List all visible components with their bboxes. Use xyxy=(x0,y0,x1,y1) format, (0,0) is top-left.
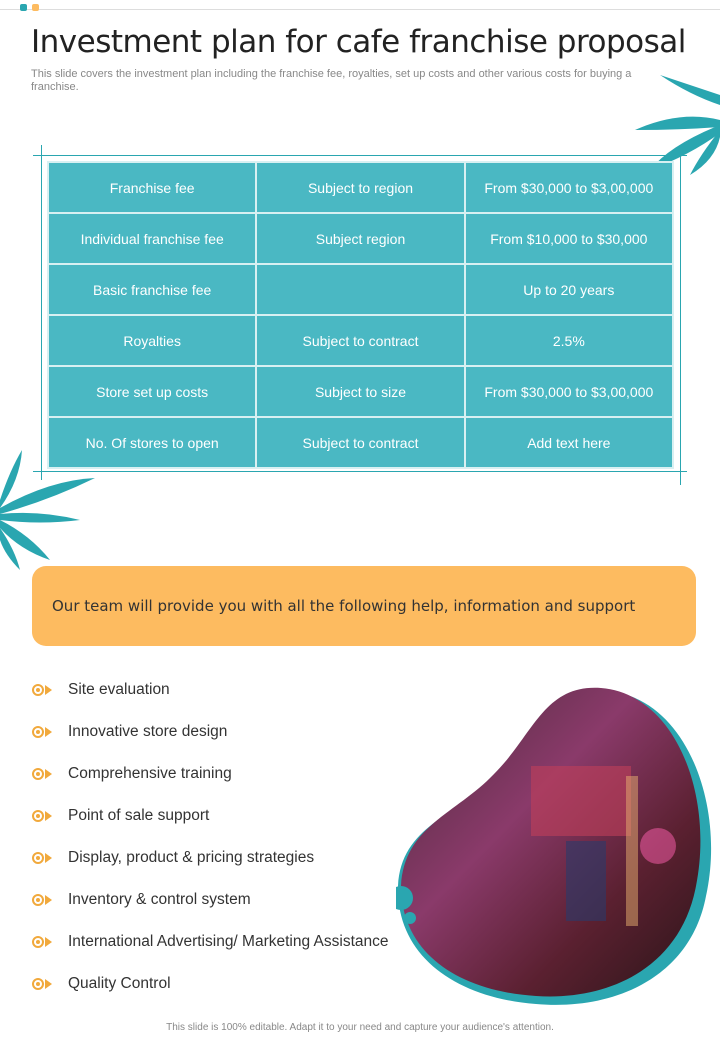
bullet-arrow-icon xyxy=(32,809,58,823)
service-item xyxy=(32,890,251,910)
service-label: Inventory & control system xyxy=(68,891,251,908)
table-row xyxy=(48,213,673,264)
table-cell xyxy=(256,264,464,315)
table-cell: Royalties xyxy=(48,315,256,366)
table-row xyxy=(48,417,673,468)
service-label: Site evaluation xyxy=(68,681,170,698)
service-item xyxy=(32,932,389,952)
service-label: Quality Control xyxy=(68,975,171,992)
bullet-arrow-icon xyxy=(32,725,58,739)
service-item xyxy=(32,680,170,700)
table-cell: Subject region xyxy=(256,213,464,264)
table-cell: Subject to contract xyxy=(256,417,464,468)
table-cell: Subject to size xyxy=(256,366,464,417)
service-label: Display, product & pricing strategies xyxy=(68,849,315,866)
table-cell: Subject to contract xyxy=(256,315,464,366)
table-cell: From $10,000 to $30,000 xyxy=(465,213,673,264)
investment-table xyxy=(47,161,674,469)
support-banner xyxy=(32,566,696,646)
frame-line-bottom xyxy=(33,471,687,472)
table-cell: Store set up costs xyxy=(48,366,256,417)
bullet-arrow-icon xyxy=(32,683,58,697)
table-row xyxy=(48,162,673,213)
cafe-photo xyxy=(396,686,714,1006)
table-row xyxy=(48,315,673,366)
service-label: Innovative store design xyxy=(68,723,228,740)
table-row xyxy=(48,264,673,315)
service-item xyxy=(32,974,171,994)
teal-square-decoration xyxy=(20,4,27,11)
bullet-arrow-icon xyxy=(32,977,58,991)
service-label: Point of sale support xyxy=(68,807,210,824)
bullet-arrow-icon xyxy=(32,935,58,949)
service-label: Comprehensive training xyxy=(68,765,232,782)
bullet-arrow-icon xyxy=(32,893,58,907)
table-cell: From $30,000 to $3,00,000 xyxy=(465,366,673,417)
footer-note: This slide is 100% editable. Adapt it to your need and capture your audience's attention. xyxy=(166,1022,554,1033)
frame-line-top xyxy=(33,155,687,156)
table-cell: Up to 20 years xyxy=(465,264,673,315)
table-cell: Subject to region xyxy=(256,162,464,213)
bullet-arrow-icon xyxy=(32,767,58,781)
bullet-arrow-icon xyxy=(32,851,58,865)
top-divider xyxy=(0,9,720,10)
table-cell: Franchise fee xyxy=(48,162,256,213)
page-title: Investment plan for cafe franchise proposal xyxy=(31,24,686,60)
table-cell: Individual franchise fee xyxy=(48,213,256,264)
table-cell: From $30,000 to $3,00,000 xyxy=(465,162,673,213)
table-cell: 2.5% xyxy=(465,315,673,366)
page-subtitle: This slide covers the investment plan including the franchise fee, royalties, set up costs and other various costs for buying a franchise. xyxy=(31,68,632,93)
table-row xyxy=(48,366,673,417)
orange-square-decoration xyxy=(32,4,39,11)
banner-text: Our team will provide you with all the following help, information and support xyxy=(52,597,636,615)
leaf-decoration-top-right-icon xyxy=(630,75,720,175)
frame-line-left xyxy=(41,145,42,480)
frame-line-right xyxy=(680,150,681,485)
service-item xyxy=(32,764,232,784)
table-cell: No. Of stores to open xyxy=(48,417,256,468)
table-cell: Basic franchise fee xyxy=(48,264,256,315)
service-item xyxy=(32,722,227,742)
table-cell: Add text here xyxy=(465,417,673,468)
service-item xyxy=(32,848,314,868)
service-item xyxy=(32,806,209,826)
service-label: International Advertising/ Marketing Assistance xyxy=(68,933,389,950)
